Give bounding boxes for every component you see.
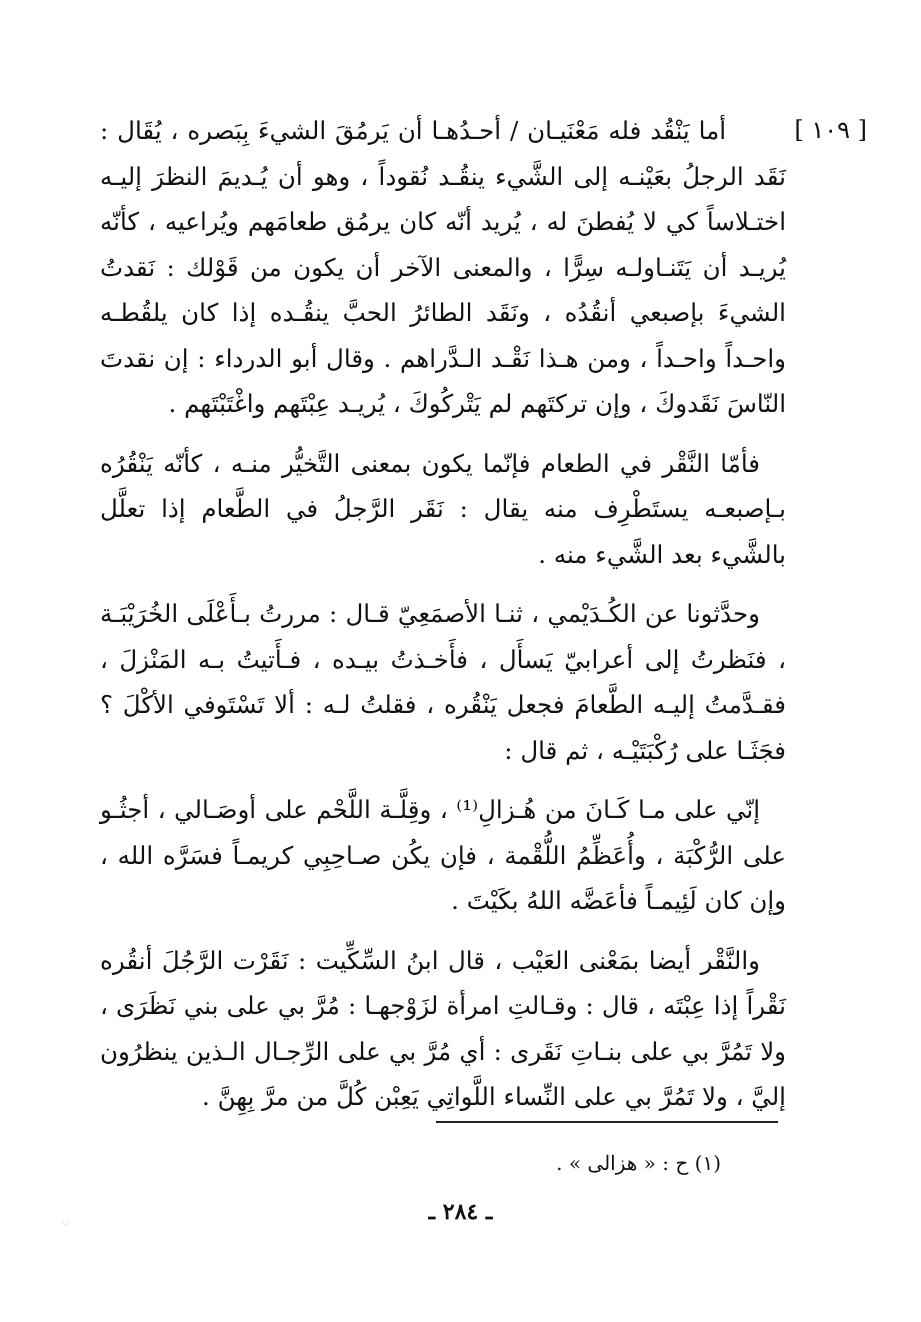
footnote-divider bbox=[436, 1121, 778, 1123]
scan-speck: ·.· bbox=[62, 1218, 70, 1227]
paragraph-2: فأمّا النَّقْر في الطعام فإنّما يكون بمعنى التَّخيُّر منـه ، كأنّه يَنْقُرُه بـإصبعـه يستَطْرِف منه يقال : نَقَر الرَّجلُ في الطَّعام إذا تعلَّل بالشَّيء بعد الشَّيء منه . bbox=[100, 448, 786, 569]
footnote: (١) ح : « هزالى » . bbox=[556, 1151, 721, 1175]
main-text-block bbox=[100, 108, 786, 1120]
paragraph-5: والنَّقْر أيضا بمَعْنى العَيْب ، قال ابنُ السِّكِّيت : نَقَرْت الرَّجُلَ أنقُره نَقْراً إذا عِبْتَه ، قال : وقـالتِ امرأة لزَوْجهـا : مُرَّ بي على بني نَظَرَى ، ولا تَمُرَّ بي على بنـاتِ نَقَرى : أي مُرَّ بي على الرِّجـال الـذين ينظرُون إليَّ ، ولا تَمُرَّ بي على النِّساء اللَّواتِي يَعِبْن كُلَّ من مرَّ بِهِنَّ . bbox=[100, 945, 786, 1111]
page-number: ـ ٢٨٤ ـ bbox=[428, 1199, 493, 1225]
paragraph-1: أما يَنْقُد فله مَعْنَيـان / أحـدُهـا أن يَرمُقَ الشيءَ بِبَصره ، يُقَال : نَقَد الرجلُ بعَيْنـه إلى الشَّيء ينقُـد نُقوداً ، وهو أن يُـديمَ النظرَ إليـه اختـلاساً كي لا يُفطنَ له ، يُريد أنّه كان يرمُق طعامَهم ويُراعيه ، كأنّه يُريـد أن يَتَنـاولـه سِرًّا ، والمعنى الآخر أن يكون من قَوْلك : نَقدتُ الشيءَ بإصبعي أنقُدُه ، ونَقَد الطائرُ الحبَّ ينقُـده إذا كان يلقُطـه واحـداً واحـداً ، ومن هـذا نَقْـد الـدَّراهم . وقال أبو الدرداء : إن نقدتَ النّاسَ نَقَدوكَ ، وإن تركتَهم لم يَتْركُوكَ ، يُريـد عِبْتَهم واغْتَبْتَهم . bbox=[100, 116, 786, 418]
paragraph-3: وحدَّثونا عن الكُـدَيْمي ، ثنـا الأصمَعِيّ قـال : مررتُ بـأَعْلَى الخُرَيْبَـة ، فنَظرتُ إلى أعرابيّ يَسأَل ، فأَخـذتُ بيـده ، فـأَتيتُ بـه المَنْزلَ ، فقـدَّمتُ إليـه الطَّعامَ فجعل يَنْقُره ، فقلتُ لـه : ألا تَسْتَوفي الأكْلَ ؟ فجَثَـا على رُكْبَتَيْـه ، ثم قال : bbox=[100, 599, 786, 765]
paragraph-4-verse: إنّي على مـا كَـانَ من هُـزالِ⁽¹⁾ ، وقِلَّـة اللَّحْم على أوصَـالي ، أجثُـو على الرُّكْبَة ، وأُعَظِّمُ اللُّقْمة ، فإن يكُن صـاحِبِي كريمـاً فسَرَّه الله ، وإن كان لَئِيمـاً فأعَضَّه اللهُ بكَيْتَ . bbox=[100, 795, 786, 915]
section-reference-number: [ ١٠٩ ] bbox=[794, 116, 867, 144]
